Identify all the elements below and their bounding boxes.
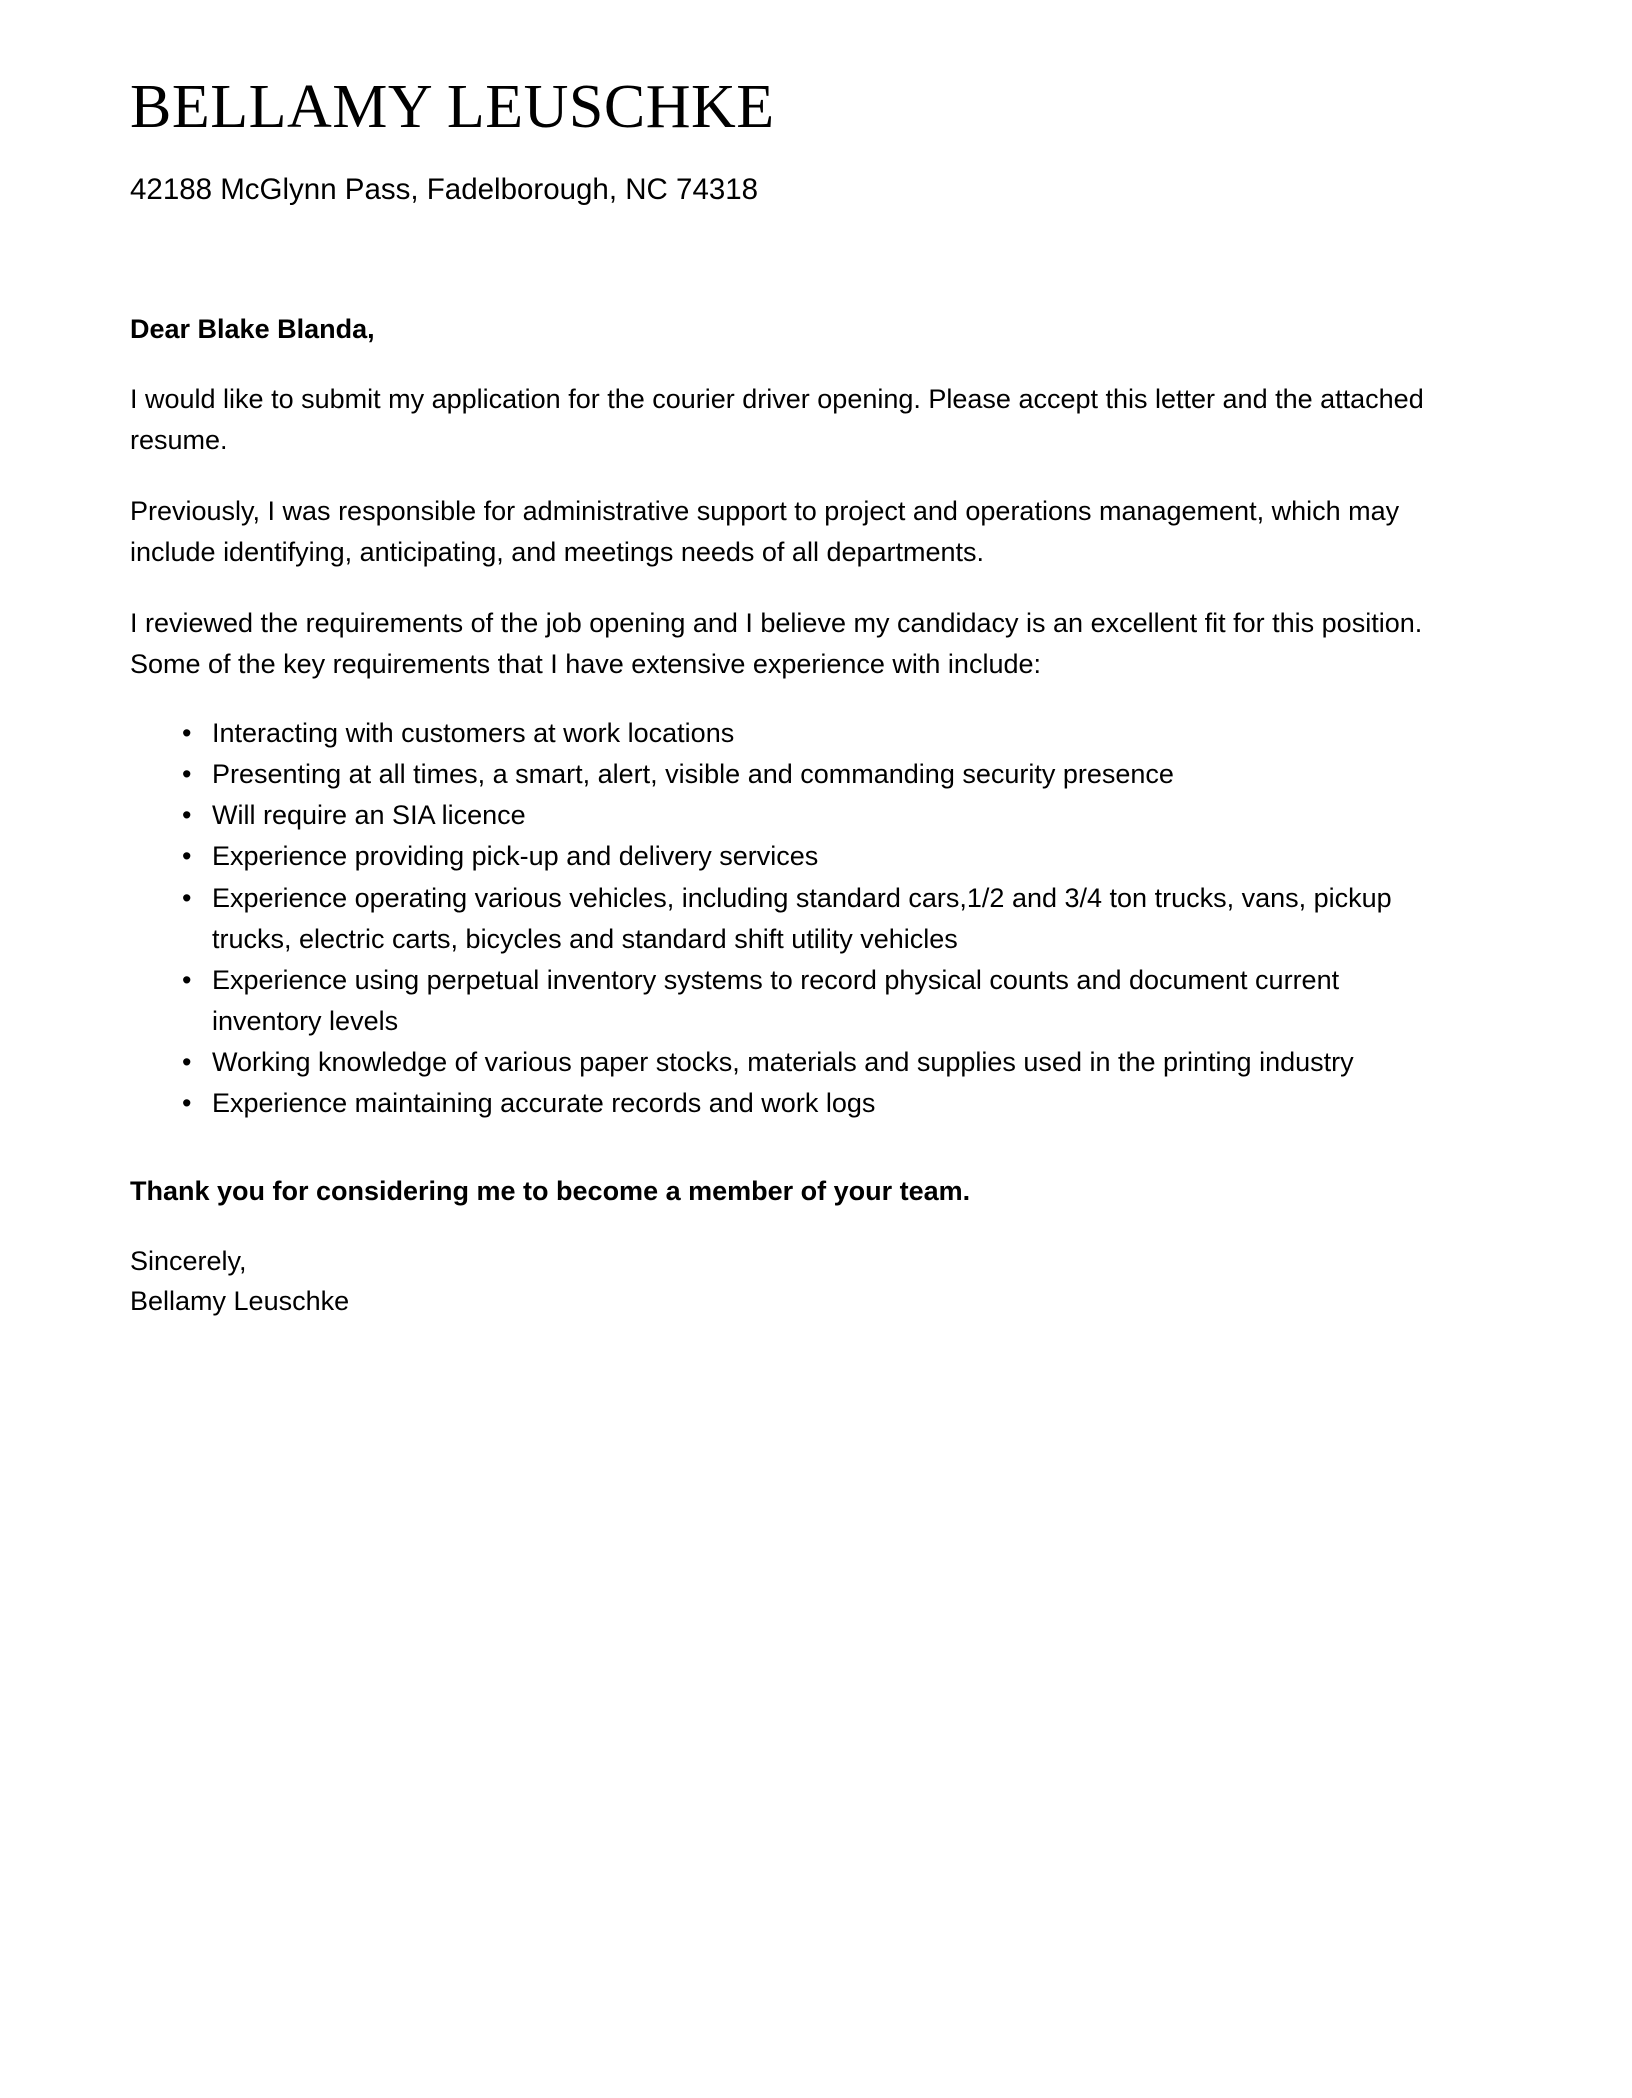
signoff-name: Bellamy Leuschke <box>130 1286 350 1317</box>
requirements-list <box>130 713 1440 1123</box>
signoff-closing: Sincerely, <box>130 1245 247 1276</box>
list-item: • Experience providing pick-up and delivery services <box>182 836 1440 877</box>
list-item: • Working knowledge of various paper stocks, materials and supplies used in the printing industry <box>182 1042 1440 1083</box>
list-item: • Interacting with customers at work locations <box>182 713 1440 754</box>
list-item: • Experience using perpetual inventory systems to record physical counts and document current inventory levels <box>182 960 1440 1042</box>
list-item: • Presenting at all times, a smart, alert, visible and commanding security presence <box>182 754 1440 795</box>
list-item: • Experience operating various vehicles, including standard cars,1/2 and 3/4 ton trucks, vans, pickup trucks, electric carts, bicycles and standard shift utility vehicles <box>182 878 1440 960</box>
body-paragraph-3: I reviewed the requirements of the job opening and I believe my candidacy is an excellent fit for this position. Some of the key requirements that I have extensive experience with include: <box>130 608 1423 680</box>
list-item: • Will require an SIA licence <box>182 795 1440 836</box>
salutation: Dear Blake Blanda, <box>130 314 375 345</box>
list-item: • Experience maintaining accurate records and work logs <box>182 1083 1440 1124</box>
signoff-block <box>130 1241 1440 1322</box>
applicant-name-heading: BELLAMY LEUSCHKE <box>130 73 775 141</box>
body-paragraph-1: I would like to submit my application for the courier driver opening. Please accept this letter and the attached resume. <box>130 384 1424 456</box>
body-paragraph-2: Previously, I was responsible for administrative support to project and operations management, which may include identifying, anticipating, and meetings needs of all departments. <box>130 496 1400 568</box>
applicant-address: 42188 McGlynn Pass, Fadelborough, NC 74318 <box>130 173 759 207</box>
cover-letter-body <box>130 60 1440 1322</box>
closing-thank-you-line: Thank you for considering me to become a member of your team. <box>130 1175 971 1206</box>
